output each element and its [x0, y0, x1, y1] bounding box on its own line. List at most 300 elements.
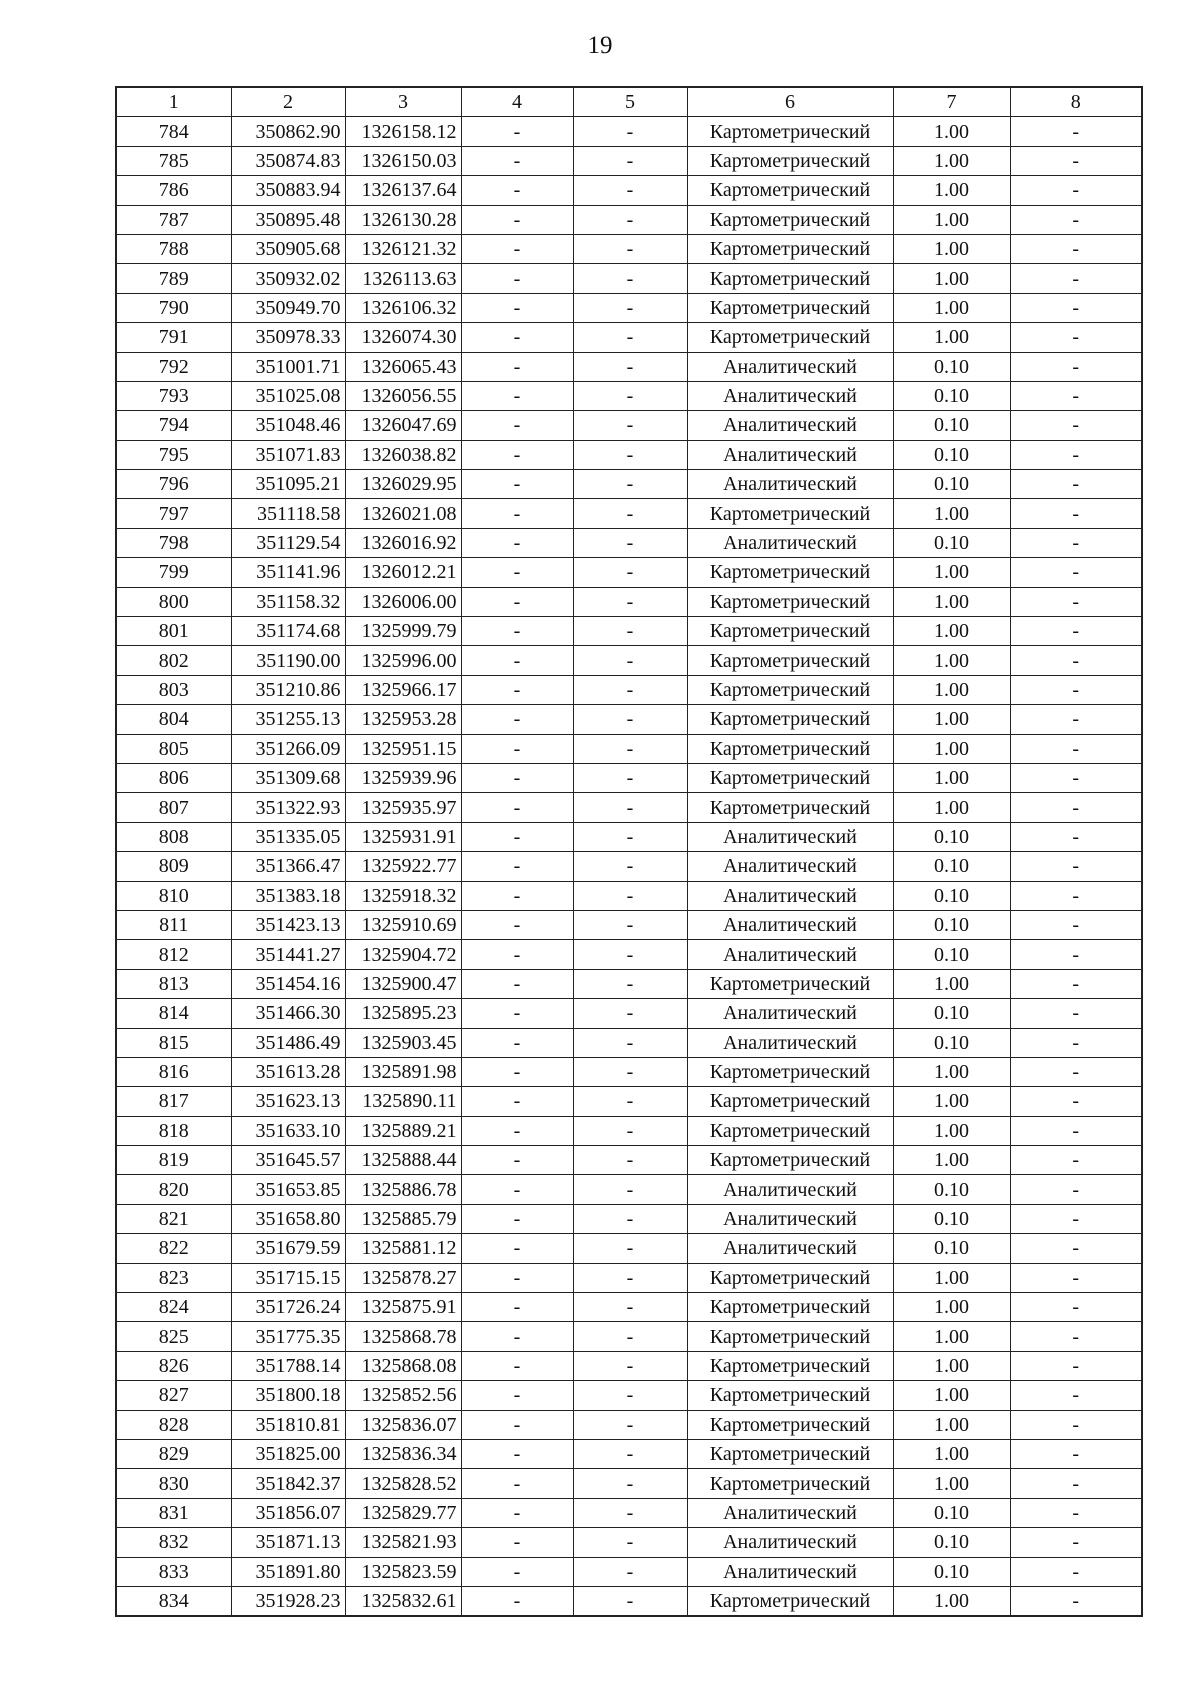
col4-cell: - — [461, 852, 573, 881]
col5-cell: - — [573, 323, 687, 352]
table-row — [116, 793, 1142, 822]
col8-cell: - — [1010, 999, 1142, 1028]
x-coordinate-cell: 350905.68 — [231, 234, 345, 263]
x-coordinate-cell: 351158.32 — [231, 587, 345, 616]
method-cell: Картометрический — [687, 705, 893, 734]
point-number-cell: 806 — [116, 763, 231, 792]
col5-cell: - — [573, 1087, 687, 1116]
point-number-cell: 788 — [116, 234, 231, 263]
col4-cell: - — [461, 1381, 573, 1410]
y-coordinate-cell: 1325890.11 — [345, 1087, 461, 1116]
col8-cell: - — [1010, 1381, 1142, 1410]
method-cell: Картометрический — [687, 323, 893, 352]
col5-cell: - — [573, 734, 687, 763]
x-coordinate-cell: 351441.27 — [231, 940, 345, 969]
point-number-cell: 831 — [116, 1498, 231, 1527]
col8-cell: - — [1010, 617, 1142, 646]
accuracy-cell: 1.00 — [893, 176, 1010, 205]
table-row — [116, 117, 1142, 146]
col4-cell: - — [461, 117, 573, 146]
accuracy-cell: 1.00 — [893, 146, 1010, 175]
x-coordinate-cell: 350949.70 — [231, 293, 345, 322]
point-number-cell: 793 — [116, 381, 231, 410]
accuracy-cell: 1.00 — [893, 646, 1010, 675]
col5-cell: - — [573, 264, 687, 293]
col5-cell: - — [573, 1028, 687, 1057]
table-row — [116, 822, 1142, 851]
method-cell: Аналитический — [687, 381, 893, 410]
accuracy-cell: 0.10 — [893, 411, 1010, 440]
point-number-cell: 834 — [116, 1586, 231, 1616]
method-cell: Аналитический — [687, 440, 893, 469]
col5-cell: - — [573, 381, 687, 410]
point-number-cell: 787 — [116, 205, 231, 234]
method-cell: Картометрический — [687, 1322, 893, 1351]
col4-cell: - — [461, 969, 573, 998]
table-row — [116, 1234, 1142, 1263]
method-cell: Картометрический — [687, 146, 893, 175]
table-row — [116, 940, 1142, 969]
col8-cell: - — [1010, 1410, 1142, 1439]
table-row — [116, 499, 1142, 528]
col4-cell: - — [461, 763, 573, 792]
col4-cell: - — [461, 675, 573, 704]
col8-cell: - — [1010, 176, 1142, 205]
accuracy-cell: 1.00 — [893, 1057, 1010, 1086]
x-coordinate-cell: 351210.86 — [231, 675, 345, 704]
x-coordinate-cell: 351775.35 — [231, 1322, 345, 1351]
y-coordinate-cell: 1326012.21 — [345, 558, 461, 587]
col5-cell: - — [573, 1381, 687, 1410]
col8-cell: - — [1010, 705, 1142, 734]
accuracy-cell: 0.10 — [893, 940, 1010, 969]
point-number-cell: 812 — [116, 940, 231, 969]
col8-cell: - — [1010, 1263, 1142, 1292]
point-number-cell: 796 — [116, 470, 231, 499]
accuracy-cell: 0.10 — [893, 1498, 1010, 1527]
point-number-cell: 833 — [116, 1557, 231, 1586]
method-cell: Аналитический — [687, 352, 893, 381]
method-cell: Аналитический — [687, 881, 893, 910]
col4-cell: - — [461, 587, 573, 616]
table-row — [116, 1528, 1142, 1557]
col4-cell: - — [461, 734, 573, 763]
point-number-cell: 830 — [116, 1469, 231, 1498]
point-number-cell: 819 — [116, 1146, 231, 1175]
col5-cell: - — [573, 793, 687, 822]
col5-cell: - — [573, 293, 687, 322]
col4-cell: - — [461, 1469, 573, 1498]
col4-cell: - — [461, 411, 573, 440]
method-cell: Аналитический — [687, 411, 893, 440]
y-coordinate-cell: 1325999.79 — [345, 617, 461, 646]
x-coordinate-cell: 351095.21 — [231, 470, 345, 499]
accuracy-cell: 0.10 — [893, 1528, 1010, 1557]
col4-cell: - — [461, 1087, 573, 1116]
point-number-cell: 827 — [116, 1381, 231, 1410]
table-row — [116, 734, 1142, 763]
method-cell: Картометрический — [687, 1057, 893, 1086]
col8-cell: - — [1010, 587, 1142, 616]
col4-cell: - — [461, 1116, 573, 1145]
y-coordinate-cell: 1325832.61 — [345, 1586, 461, 1616]
table-row — [116, 264, 1142, 293]
col8-cell: - — [1010, 793, 1142, 822]
x-coordinate-cell: 351679.59 — [231, 1234, 345, 1263]
method-cell: Аналитический — [687, 852, 893, 881]
method-cell: Картометрический — [687, 1351, 893, 1380]
col4-cell: - — [461, 234, 573, 263]
col4-cell: - — [461, 999, 573, 1028]
y-coordinate-cell: 1325886.78 — [345, 1175, 461, 1204]
table-row — [116, 910, 1142, 939]
y-coordinate-cell: 1325891.98 — [345, 1057, 461, 1086]
column-header: 3 — [345, 87, 461, 117]
method-cell: Картометрический — [687, 734, 893, 763]
x-coordinate-cell: 350862.90 — [231, 117, 345, 146]
y-coordinate-cell: 1325935.97 — [345, 793, 461, 822]
col4-cell: - — [461, 1057, 573, 1086]
col8-cell: - — [1010, 1175, 1142, 1204]
accuracy-cell: 0.10 — [893, 528, 1010, 557]
col4-cell: - — [461, 440, 573, 469]
x-coordinate-cell: 350932.02 — [231, 264, 345, 293]
table-row — [116, 617, 1142, 646]
table-body — [116, 117, 1142, 1616]
point-number-cell: 794 — [116, 411, 231, 440]
col4-cell: - — [461, 1528, 573, 1557]
col8-cell: - — [1010, 528, 1142, 557]
y-coordinate-cell: 1325895.23 — [345, 999, 461, 1028]
col5-cell: - — [573, 1557, 687, 1586]
col5-cell: - — [573, 205, 687, 234]
point-number-cell: 822 — [116, 1234, 231, 1263]
accuracy-cell: 1.00 — [893, 1381, 1010, 1410]
col8-cell: - — [1010, 205, 1142, 234]
x-coordinate-cell: 351129.54 — [231, 528, 345, 557]
accuracy-cell: 1.00 — [893, 293, 1010, 322]
y-coordinate-cell: 1325823.59 — [345, 1557, 461, 1586]
accuracy-cell: 1.00 — [893, 1351, 1010, 1380]
col5-cell: - — [573, 587, 687, 616]
x-coordinate-cell: 351322.93 — [231, 793, 345, 822]
accuracy-cell: 1.00 — [893, 1469, 1010, 1498]
x-coordinate-cell: 351118.58 — [231, 499, 345, 528]
table-row — [116, 1322, 1142, 1351]
table-row — [116, 969, 1142, 998]
col5-cell: - — [573, 411, 687, 440]
col8-cell: - — [1010, 1204, 1142, 1233]
x-coordinate-cell: 351871.13 — [231, 1528, 345, 1557]
accuracy-cell: 1.00 — [893, 264, 1010, 293]
point-number-cell: 818 — [116, 1116, 231, 1145]
accuracy-cell: 0.10 — [893, 1557, 1010, 1586]
col4-cell: - — [461, 1028, 573, 1057]
col8-cell: - — [1010, 1116, 1142, 1145]
col8-cell: - — [1010, 734, 1142, 763]
col4-cell: - — [461, 881, 573, 910]
x-coordinate-cell: 351613.28 — [231, 1057, 345, 1086]
method-cell: Картометрический — [687, 1087, 893, 1116]
accuracy-cell: 0.10 — [893, 881, 1010, 910]
column-header: 4 — [461, 87, 573, 117]
x-coordinate-cell: 351454.16 — [231, 969, 345, 998]
method-cell: Картометрический — [687, 117, 893, 146]
point-number-cell: 785 — [116, 146, 231, 175]
method-cell: Картометрический — [687, 1586, 893, 1616]
col8-cell: - — [1010, 852, 1142, 881]
y-coordinate-cell: 1326021.08 — [345, 499, 461, 528]
x-coordinate-cell: 351788.14 — [231, 1351, 345, 1380]
col5-cell: - — [573, 146, 687, 175]
table-row — [116, 234, 1142, 263]
y-coordinate-cell: 1325910.69 — [345, 910, 461, 939]
table-row — [116, 1498, 1142, 1527]
y-coordinate-cell: 1326056.55 — [345, 381, 461, 410]
method-cell: Картометрический — [687, 675, 893, 704]
x-coordinate-cell: 351653.85 — [231, 1175, 345, 1204]
accuracy-cell: 1.00 — [893, 969, 1010, 998]
x-coordinate-cell: 351633.10 — [231, 1116, 345, 1145]
point-number-cell: 832 — [116, 1528, 231, 1557]
column-header: 8 — [1010, 87, 1142, 117]
table-row — [116, 1028, 1142, 1057]
y-coordinate-cell: 1325875.91 — [345, 1293, 461, 1322]
col5-cell: - — [573, 499, 687, 528]
col8-cell: - — [1010, 822, 1142, 851]
col8-cell: - — [1010, 381, 1142, 410]
table-row — [116, 146, 1142, 175]
method-cell: Картометрический — [687, 646, 893, 675]
point-number-cell: 815 — [116, 1028, 231, 1057]
col8-cell: - — [1010, 646, 1142, 675]
method-cell: Картометрический — [687, 1263, 893, 1292]
method-cell: Картометрический — [687, 1410, 893, 1439]
col4-cell: - — [461, 205, 573, 234]
table-row — [116, 1381, 1142, 1410]
accuracy-cell: 1.00 — [893, 117, 1010, 146]
col8-cell: - — [1010, 1087, 1142, 1116]
col4-cell: - — [461, 323, 573, 352]
col5-cell: - — [573, 234, 687, 263]
col5-cell: - — [573, 1322, 687, 1351]
y-coordinate-cell: 1326150.03 — [345, 146, 461, 175]
page-number: 19 — [587, 32, 613, 59]
accuracy-cell: 0.10 — [893, 440, 1010, 469]
col4-cell: - — [461, 176, 573, 205]
x-coordinate-cell: 351335.05 — [231, 822, 345, 851]
col4-cell: - — [461, 1351, 573, 1380]
accuracy-cell: 0.10 — [893, 1234, 1010, 1263]
table-row — [116, 1175, 1142, 1204]
col4-cell: - — [461, 381, 573, 410]
col5-cell: - — [573, 1146, 687, 1175]
col8-cell: - — [1010, 1322, 1142, 1351]
y-coordinate-cell: 1326121.32 — [345, 234, 461, 263]
col8-cell: - — [1010, 146, 1142, 175]
method-cell: Картометрический — [687, 1293, 893, 1322]
col5-cell: - — [573, 440, 687, 469]
column-header: 6 — [687, 87, 893, 117]
y-coordinate-cell: 1325821.93 — [345, 1528, 461, 1557]
x-coordinate-cell: 351891.80 — [231, 1557, 345, 1586]
method-cell: Картометрический — [687, 176, 893, 205]
method-cell: Аналитический — [687, 822, 893, 851]
y-coordinate-cell: 1325903.45 — [345, 1028, 461, 1057]
method-cell: Аналитический — [687, 1175, 893, 1204]
table-row — [116, 852, 1142, 881]
accuracy-cell: 1.00 — [893, 734, 1010, 763]
table-row — [116, 881, 1142, 910]
accuracy-cell: 1.00 — [893, 1263, 1010, 1292]
col8-cell: - — [1010, 1469, 1142, 1498]
col8-cell: - — [1010, 1293, 1142, 1322]
col8-cell: - — [1010, 969, 1142, 998]
y-coordinate-cell: 1325878.27 — [345, 1263, 461, 1292]
y-coordinate-cell: 1326137.64 — [345, 176, 461, 205]
col4-cell: - — [461, 1263, 573, 1292]
y-coordinate-cell: 1326106.32 — [345, 293, 461, 322]
col5-cell: - — [573, 1498, 687, 1527]
col8-cell: - — [1010, 234, 1142, 263]
col8-cell: - — [1010, 1028, 1142, 1057]
accuracy-cell: 1.00 — [893, 558, 1010, 587]
x-coordinate-cell: 351486.49 — [231, 1028, 345, 1057]
method-cell: Картометрический — [687, 205, 893, 234]
col8-cell: - — [1010, 1146, 1142, 1175]
col5-cell: - — [573, 1234, 687, 1263]
col4-cell: - — [461, 558, 573, 587]
y-coordinate-cell: 1325868.08 — [345, 1351, 461, 1380]
col5-cell: - — [573, 822, 687, 851]
table-row — [116, 1586, 1142, 1616]
table-row — [116, 1351, 1142, 1380]
point-number-cell: 823 — [116, 1263, 231, 1292]
col4-cell: - — [461, 1557, 573, 1586]
x-coordinate-cell: 351842.37 — [231, 1469, 345, 1498]
col4-cell: - — [461, 705, 573, 734]
accuracy-cell: 1.00 — [893, 587, 1010, 616]
y-coordinate-cell: 1326038.82 — [345, 440, 461, 469]
x-coordinate-cell: 351025.08 — [231, 381, 345, 410]
table-row — [116, 440, 1142, 469]
col5-cell: - — [573, 1175, 687, 1204]
point-number-cell: 804 — [116, 705, 231, 734]
table-row — [116, 1057, 1142, 1086]
y-coordinate-cell: 1325828.52 — [345, 1469, 461, 1498]
table-row — [116, 528, 1142, 557]
accuracy-cell: 1.00 — [893, 1116, 1010, 1145]
x-coordinate-cell: 351141.96 — [231, 558, 345, 587]
point-number-cell: 801 — [116, 617, 231, 646]
x-coordinate-cell: 351383.18 — [231, 881, 345, 910]
col8-cell: - — [1010, 1351, 1142, 1380]
y-coordinate-cell: 1325951.15 — [345, 734, 461, 763]
col4-cell: - — [461, 470, 573, 499]
method-cell: Картометрический — [687, 499, 893, 528]
table-row — [116, 323, 1142, 352]
col4-cell: - — [461, 940, 573, 969]
table-row — [116, 205, 1142, 234]
column-header: 7 — [893, 87, 1010, 117]
table-row — [116, 176, 1142, 205]
point-number-cell: 816 — [116, 1057, 231, 1086]
x-coordinate-cell: 351645.57 — [231, 1146, 345, 1175]
y-coordinate-cell: 1325996.00 — [345, 646, 461, 675]
y-coordinate-cell: 1325939.96 — [345, 763, 461, 792]
point-number-cell: 802 — [116, 646, 231, 675]
table-row — [116, 999, 1142, 1028]
col5-cell: - — [573, 1263, 687, 1292]
table-row — [116, 1439, 1142, 1468]
x-coordinate-cell: 351309.68 — [231, 763, 345, 792]
col5-cell: - — [573, 969, 687, 998]
point-number-cell: 792 — [116, 352, 231, 381]
col8-cell: - — [1010, 323, 1142, 352]
x-coordinate-cell: 351071.83 — [231, 440, 345, 469]
column-header: 2 — [231, 87, 345, 117]
method-cell: Картометрический — [687, 558, 893, 587]
table-row — [116, 646, 1142, 675]
point-number-cell: 813 — [116, 969, 231, 998]
col5-cell: - — [573, 1469, 687, 1498]
table-row — [116, 1410, 1142, 1439]
point-number-cell: 803 — [116, 675, 231, 704]
col4-cell: - — [461, 264, 573, 293]
point-number-cell: 800 — [116, 587, 231, 616]
col8-cell: - — [1010, 293, 1142, 322]
method-cell: Аналитический — [687, 1498, 893, 1527]
x-coordinate-cell: 351174.68 — [231, 617, 345, 646]
accuracy-cell: 1.00 — [893, 1146, 1010, 1175]
col4-cell: - — [461, 499, 573, 528]
x-coordinate-cell: 351715.15 — [231, 1263, 345, 1292]
accuracy-cell: 1.00 — [893, 1322, 1010, 1351]
y-coordinate-cell: 1326113.63 — [345, 264, 461, 293]
method-cell: Картометрический — [687, 293, 893, 322]
point-number-cell: 808 — [116, 822, 231, 851]
accuracy-cell: 1.00 — [893, 617, 1010, 646]
table-row — [116, 1116, 1142, 1145]
method-cell: Аналитический — [687, 910, 893, 939]
col8-cell: - — [1010, 1498, 1142, 1527]
y-coordinate-cell: 1325904.72 — [345, 940, 461, 969]
col5-cell: - — [573, 470, 687, 499]
point-number-cell: 814 — [116, 999, 231, 1028]
method-cell: Аналитический — [687, 528, 893, 557]
col5-cell: - — [573, 881, 687, 910]
coordinates-table — [115, 86, 1143, 1617]
accuracy-cell: 1.00 — [893, 705, 1010, 734]
accuracy-cell: 1.00 — [893, 1293, 1010, 1322]
x-coordinate-cell: 351423.13 — [231, 910, 345, 939]
method-cell: Картометрический — [687, 617, 893, 646]
col4-cell: - — [461, 793, 573, 822]
col5-cell: - — [573, 528, 687, 557]
x-coordinate-cell: 351810.81 — [231, 1410, 345, 1439]
col8-cell: - — [1010, 411, 1142, 440]
accuracy-cell: 0.10 — [893, 910, 1010, 939]
y-coordinate-cell: 1326158.12 — [345, 117, 461, 146]
accuracy-cell: 1.00 — [893, 793, 1010, 822]
col5-cell: - — [573, 617, 687, 646]
col4-cell: - — [461, 1175, 573, 1204]
y-coordinate-cell: 1326074.30 — [345, 323, 461, 352]
x-coordinate-cell: 351928.23 — [231, 1586, 345, 1616]
point-number-cell: 824 — [116, 1293, 231, 1322]
col5-cell: - — [573, 558, 687, 587]
x-coordinate-cell: 351190.00 — [231, 646, 345, 675]
